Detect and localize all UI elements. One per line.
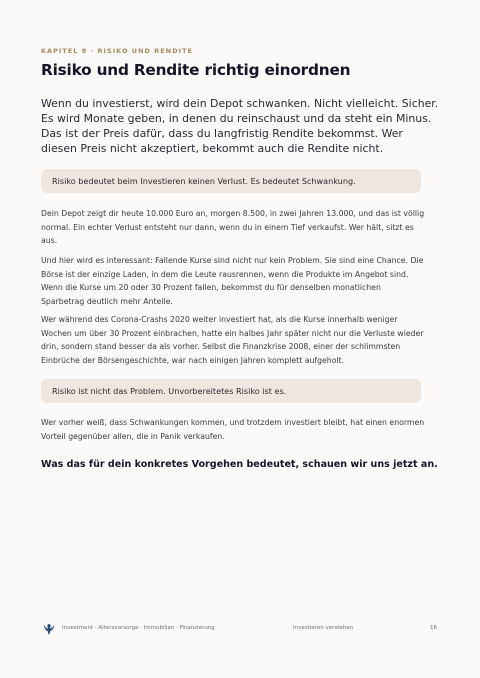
page-number: 16: [430, 625, 437, 631]
body-paragraph-3: Wer während des Corona-Crashs 2020 weiter investiert hat, als die Kurse innerhalb weniger Wochen um über 30 Prozent einbrachen, hatte ein halbes Jahr später nicht nur die Verluste wieder drin, sondern stand besser da als vorher. Selbst die Finanzkrise 2008, einer der schlimmsten Einbrüche der Börsengeschichte, war nach einigen Jahren komplett aufgeholt.: [41, 315, 424, 365]
eagle-emblem-icon: [42, 622, 56, 636]
callout-box-2: Risiko ist nicht das Problem. Unvorbereitetes Risiko ist es.: [41, 379, 421, 403]
callout-box-1: Risiko bedeutet beim Investieren keinen Verlust. Es bedeutet Schwankung.: [41, 169, 421, 193]
closing-statement: Was das für dein konkretes Vorgehen bedeutet, schauen wir uns jetzt an.: [41, 459, 438, 470]
chapter-kicker: KAPITEL 8 · RISIKO UND RENDITE: [41, 47, 194, 55]
footer-section-title: Investieren verstehen: [293, 625, 354, 631]
body-paragraph-1: Dein Depot zeigt dir heute 10.000 Euro an, morgen 8.500, in zwei Jahren 13.000, und das ist völlig normal. Ein echter Verlust entsteht nur dann, wenn du in einem Tief verkaufst. Wer hält, sitzt es aus.: [41, 209, 425, 245]
body-paragraph-4: Wer vorher weiß, dass Schwankungen kommen, und trotzdem investiert bleibt, hat einen enormen Vorteil gegenüber allen, die in Panik verkaufen.: [41, 418, 425, 441]
lead-paragraph: Wenn du investierst, wird dein Depot schwanken. Nicht vielleicht. Sicher. Es wird Monate geben, in denen du reinschaust und da steht ein Minus. Das ist der Preis dafür, dass du langfristig Rendite bekommst. Wer diesen Preis nicht akzeptiert, bekommt auch die Rendite nicht.: [41, 97, 439, 155]
page-footer: [0, 618, 480, 640]
body-paragraph-2: Und hier wird es interessant: Fallende Kurse sind nicht nur kein Problem. Sie sind eine Chance. Die Börse ist der einzige Laden, in dem die Leute rausrennen, wenn die Produkte im Angebot sind. Wenn die Kurse um 20 oder 30 Prozent fallen, bekommst du für denselben monatlichen Sparbetrag deutlich mehr Anteile.: [41, 256, 424, 306]
footer-services: Investment · Altersvorsorge · Immobilien · Finanzierung: [62, 625, 215, 631]
page-title: Risiko und Rendite richtig einordnen: [41, 61, 351, 79]
